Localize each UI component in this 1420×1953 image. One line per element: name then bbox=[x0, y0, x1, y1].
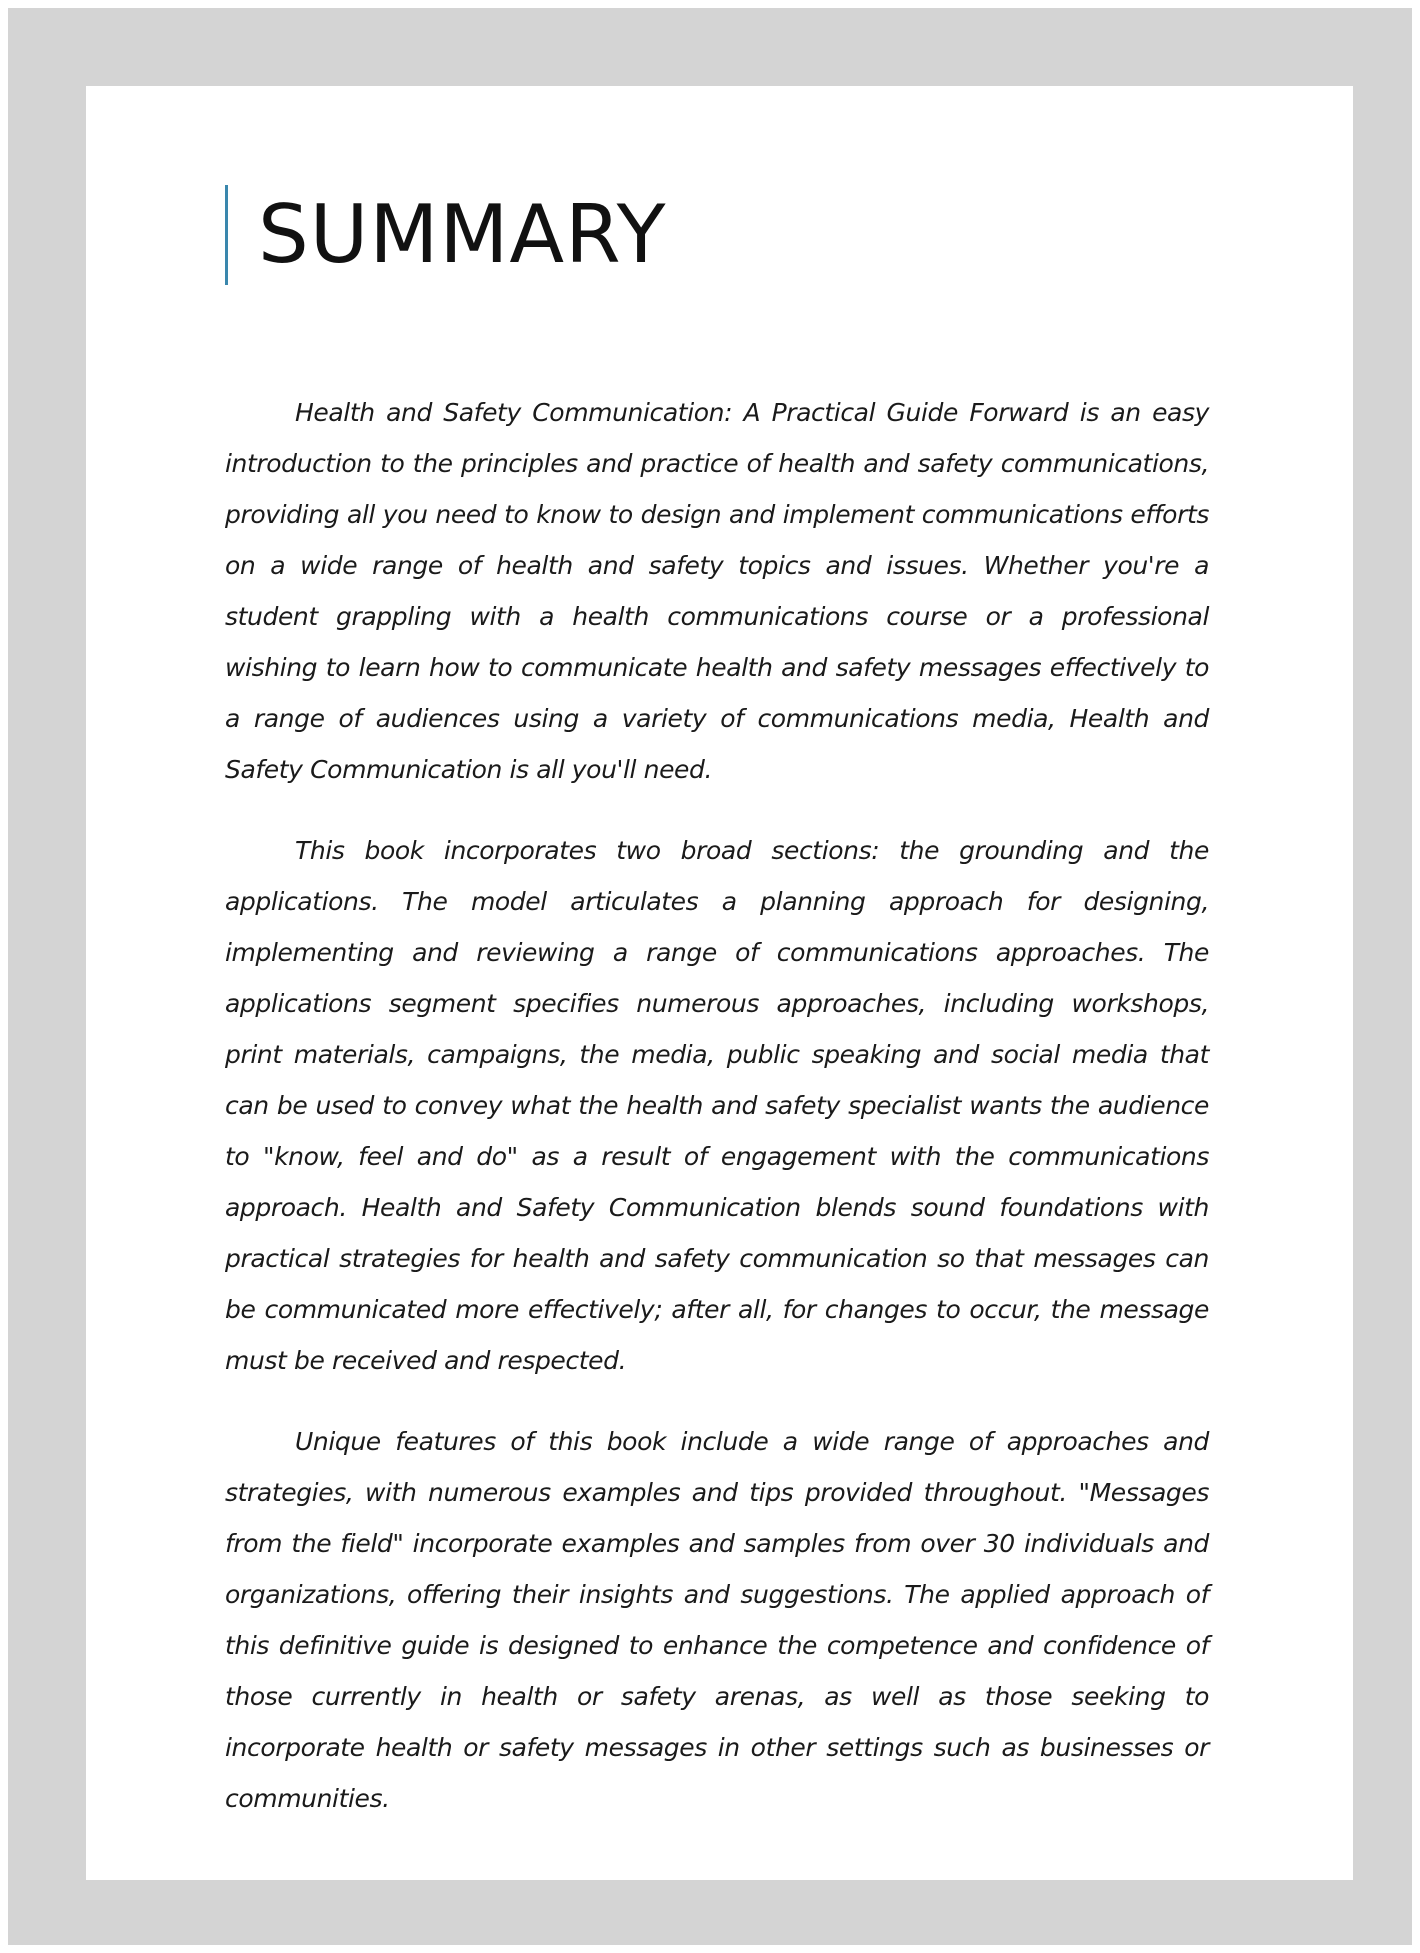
summary-body bbox=[225, 387, 1209, 1854]
paragraph-3: Unique features of this book include a wide range of approaches and strategies, with numerous examples and tips provided throughout. "Messages from the field" incorporate examples and samples from over 30 individuals and organizations, offering their insights and suggestions. The applied approach of this definitive guide is designed to enhance the competence and confidence of those currently in health or safety arenas, as well as those seeking to incorporate health or safety messages in other settings such as businesses or communities. bbox=[225, 1427, 1209, 1813]
page-frame bbox=[8, 8, 1412, 1945]
title-accent-bar bbox=[225, 185, 666, 285]
paragraph-1: Health and Safety Communication: A Practical Guide Forward is an easy introduction to the principles and practice of health and safety communications, providing all you need to know to design and implement communications efforts on a wide range of health and safety topics and issues. Whether you're a student grappling with a health communications course or a professional wishing to learn how to communicate health and safety messages effectively to a range of audiences using a variety of communications media, Health and Safety Communication is all you'll need. bbox=[225, 398, 1209, 784]
paragraph-2: This book incorporates two broad sections: the grounding and the applications. The model articulates a planning approach for designing, implementing and reviewing a range of communications approaches. The applications segment specifies numerous approaches, including workshops, print materials, campaigns, the media, public speaking and social media that can be used to convey what the health and safety specialist wants the audience to "know, feel and do" as a result of engagement with the communications approach. Health and Safety Communication blends sound foundations with practical strategies for health and safety communication so that messages can be communicated more effectively; after all, for changes to occur, the message must be received and respected. bbox=[225, 836, 1209, 1375]
document-page bbox=[86, 86, 1353, 1880]
page-title: SUMMARY bbox=[258, 188, 667, 281]
